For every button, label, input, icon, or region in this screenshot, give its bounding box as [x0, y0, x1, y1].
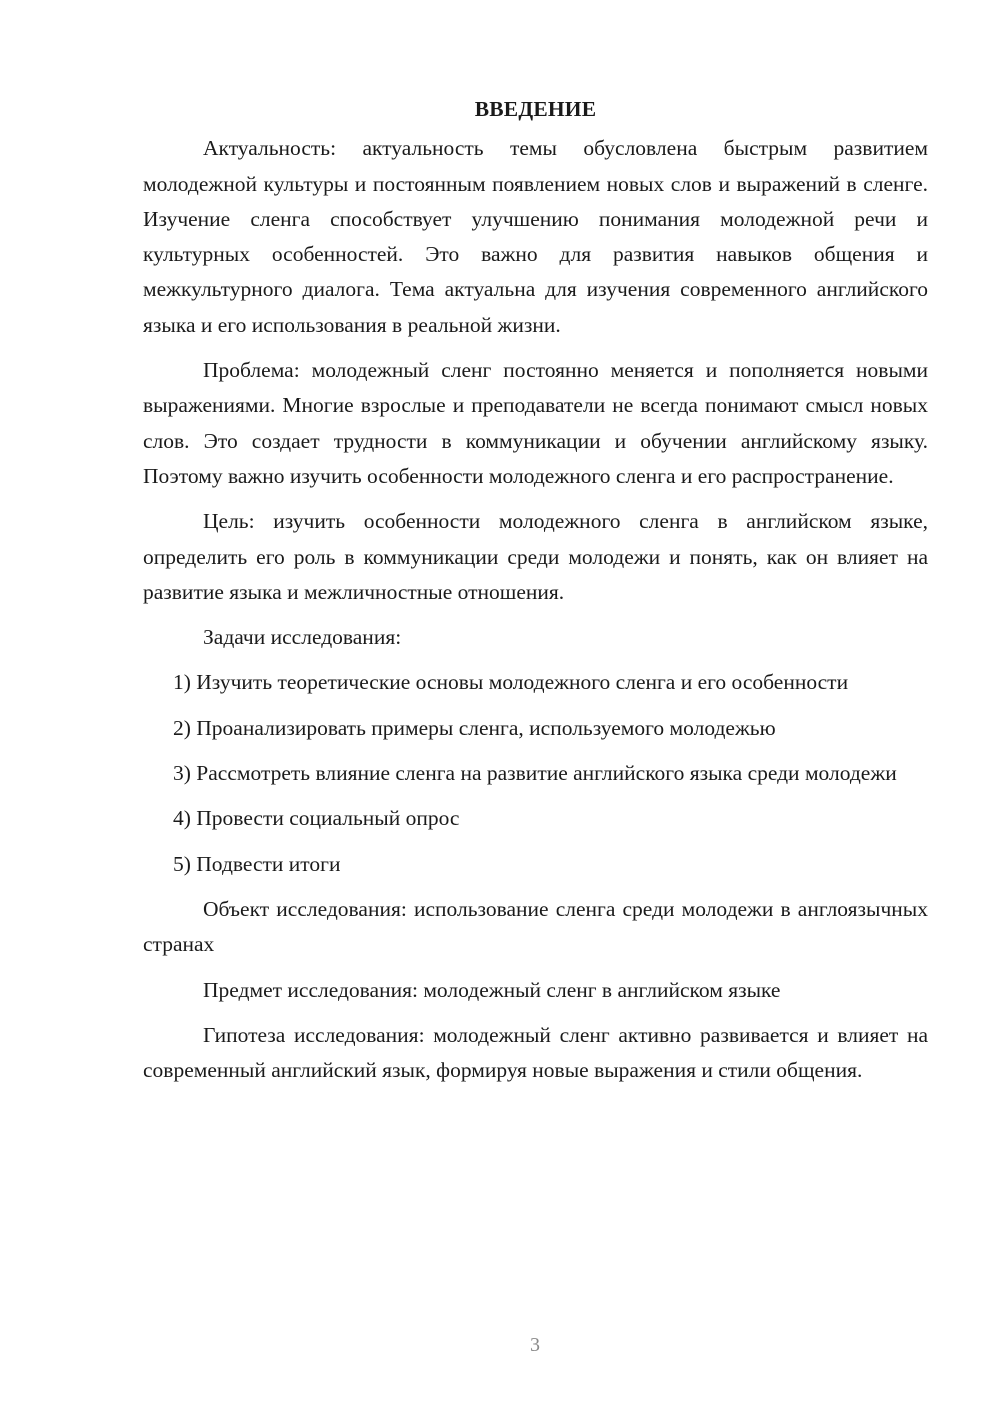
paragraph-hypothesis: Гипотеза исследования: молодежный сленг активно развивается и влияет на современный английский язык, формируя новые выражения и стили общения.	[143, 1022, 928, 1083]
paragraph-subject: Предмет исследования: молодежный сленг в английском языке	[203, 977, 781, 1002]
list-item-task-4: 4) Провести социальный опрос	[173, 806, 460, 831]
page-number: 3	[530, 1334, 540, 1356]
list-item-task-2: 2) Проанализировать примеры сленга, используемого молодежью	[173, 715, 776, 740]
list-item-task-3: 3) Рассмотреть влияние сленга на развитие английского языка среди молодежи	[173, 761, 897, 786]
paragraph-relevance: Актуальность: актуальность темы обусловлена быстрым развитием молодежной культуры и постоянным появлением новых слов и выражений в сленге. Изучение сленга способствует улучшению понимания молодежной речи и культурных особенностей. Это важно для развития навыков общения и межкультурного диалога. Тема актуальна для изучения современного английского языка и его использования в реальной жизни.	[143, 136, 928, 337]
list-item-task-5: 5) Подвести итоги	[173, 851, 341, 876]
page-content	[143, 92, 928, 1098]
paragraph-goal: Цель: изучить особенности молодежного сленга в английском языке, определить его роль в коммуникации среди молодежи и понять, как он влияет на развитие языка и межличностные отношения.	[143, 509, 928, 604]
list-item-task-1: 1) Изучить теоретические основы молодежного сленга и его особенности	[173, 670, 849, 695]
section-heading: ВВЕДЕНИЕ	[474, 97, 597, 121]
paragraph-tasks-title: Задачи исследования:	[203, 625, 402, 650]
paragraph-object: Объект исследования: использование сленга среди молодежи в англоязычных странах	[143, 896, 928, 957]
paragraph-problem: Проблема: молодежный сленг постоянно меняется и пополняется новыми выражениями. Многие взрослые и преподаватели не всегда понимают смысл новых слов. Это создает трудности в коммуникации и обучении английскому языку. Поэтому важно изучить особенности молодежного сленга и его распространение.	[143, 358, 928, 488]
